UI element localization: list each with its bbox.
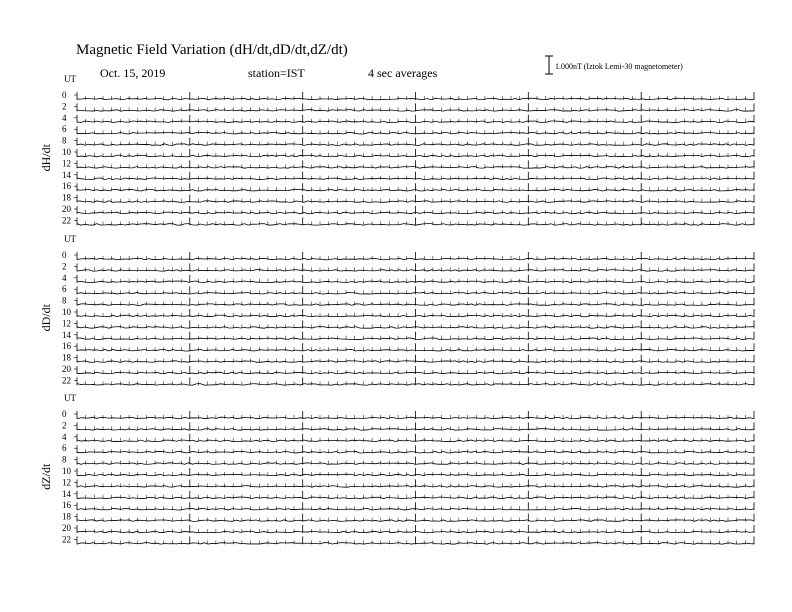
row-label: 0 <box>62 409 67 419</box>
row-label: 22 <box>62 375 71 386</box>
row-label: 0 <box>62 250 67 260</box>
scale-bar <box>545 56 683 74</box>
ut-label: UT <box>64 234 76 244</box>
row-label: 8 <box>62 135 67 146</box>
row-label: 18 <box>62 352 71 363</box>
panel-dH-dt <box>39 74 754 225</box>
row-label: 6 <box>62 443 67 454</box>
row-label: 6 <box>62 284 67 295</box>
row-label: 4 <box>62 431 67 442</box>
row-label: 0 <box>62 90 67 100</box>
row-label: 22 <box>62 215 71 226</box>
row-label: 6 <box>62 124 67 135</box>
panel-dD-dt <box>39 234 754 385</box>
row-label: 2 <box>62 420 67 431</box>
row-label: 12 <box>62 158 71 169</box>
row-label: 14 <box>62 329 71 340</box>
ut-label: UT <box>64 74 76 84</box>
row-label: 8 <box>62 454 67 465</box>
scale-bar-label: 1.000nT (Iztok Lemi-30 magnetometer) <box>555 62 683 71</box>
station-label: station=IST <box>248 66 305 80</box>
row-label: 16 <box>62 341 71 352</box>
row-label: 20 <box>62 523 71 533</box>
panel-ylabel: dD/dt <box>39 304 53 332</box>
row-label: 14 <box>62 169 71 180</box>
row-label: 20 <box>62 364 71 374</box>
row-label: 2 <box>62 101 67 112</box>
panels <box>39 74 754 544</box>
row-label: 18 <box>62 192 71 203</box>
averaging-label: 4 sec averages <box>368 66 438 80</box>
row-label: 18 <box>62 511 71 522</box>
panel-ylabel: dH/dt <box>39 144 53 172</box>
row-label: 16 <box>62 181 71 192</box>
ut-label: UT <box>64 393 76 403</box>
row-label: 8 <box>62 295 67 306</box>
row-label: 16 <box>62 500 71 511</box>
date-label: Oct. 15, 2019 <box>100 66 166 80</box>
row-label: 10 <box>62 466 71 476</box>
row-label: 4 <box>62 112 67 123</box>
row-label: 4 <box>62 272 67 283</box>
figure-title: Magnetic Field Variation (dH/dt,dD/dt,dZ/dt) <box>76 42 348 58</box>
row-label: 14 <box>62 488 71 499</box>
row-label: 2 <box>62 261 67 272</box>
row-label: 12 <box>62 318 71 329</box>
row-label: 20 <box>62 204 71 214</box>
row-label: 12 <box>62 477 71 488</box>
row-label: 22 <box>62 534 71 545</box>
row-label: 10 <box>62 147 71 157</box>
panel-dZ-dt <box>39 393 754 544</box>
row-label: 10 <box>62 307 71 317</box>
panel-ylabel: dZ/dt <box>39 463 53 490</box>
